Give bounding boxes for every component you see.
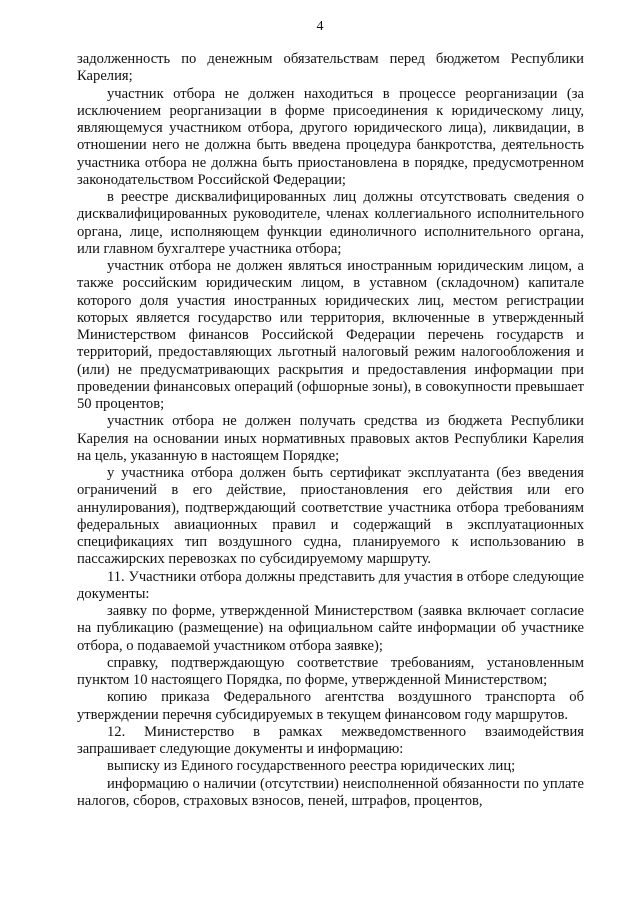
paragraph: задолженность по денежным обязательствам перед бюджетом Республики Карелия;	[77, 51, 584, 85]
paragraph: участник отбора не должен являться иностранным юридическим лицом, а также российским юридическим лицом, в уставном (складочном) капитале которого доля участия иностранных юридических лиц, местом регистрации которых является государство или территория, включенные в утвержденный Министерством финансов Российской Федерации перечень государств и территорий, предоставляющих льготный налоговый режим налогообложения и (или) не предусматривающих раскрытия и предоставления информации при проведении финансовых операций (офшорные зоны), в совокупности превышает 50 процентов;	[77, 258, 584, 412]
page-number: 4	[316, 19, 324, 34]
paragraph: 11. Участники отбора должны представить для участия в отборе следующие документы:	[77, 568, 584, 602]
paragraph: информацию о наличии (отсутствии) неисполненной обязанности по уплате налогов, сборов, страховых взносов, пеней, штрафов, процентов,	[77, 775, 584, 809]
paragraph: 12. Министерство в рамках межведомственного взаимодействия запрашивает следующие документы и информацию:	[77, 723, 584, 757]
paragraph: участник отбора не должен получать средства из бюджета Республики Карелия на основании иных нормативных правовых актов Республики Карелия на цель, указанную в настоящем Порядке;	[77, 413, 584, 464]
paragraph: участник отбора не должен находиться в процессе реорганизации (за исключением реорганизации в форме присоединения к юридическому лицу, являющемуся участником отбора, другого юридического лица), ликвидации, в отношении него не должна быть введена процедура банкротства, деятельность участника отбора не должна быть приостановлена в порядке, предусмотренном законодательством Российской Федерации;	[77, 85, 584, 188]
paragraph: копию приказа Федерального агентства воздушного транспорта об утверждении перечня субсидируемых в текущем финансовом году маршрутов.	[77, 689, 584, 723]
paragraph: заявку по форме, утвержденной Министерством (заявка включает согласие на публикацию (размещение) на официальном сайте информации об участнике отбора, о подаваемой участником отбора заявке);	[77, 603, 584, 654]
document-body	[77, 51, 584, 810]
paragraph: в реестре дисквалифицированных лиц должны отсутствовать сведения о дисквалифицированных руководителе, членах коллегиального исполнительного органа, лице, исполняющем функции единоличного исполнительного органа, или главном бухгалтере участника отбора;	[77, 189, 584, 257]
paragraph: у участника отбора должен быть сертификат эксплуатанта (без введения ограничений в его действие, приостановления его действия или его аннулирования), подтверждающий соответствие участника отбора требованиям федеральных авиационных правил и содержащий в эксплуатационных спецификациях тип воздушного судна, планируемого к использованию в пассажирских перевозках по субсидируемому маршруту.	[77, 465, 584, 568]
paragraph: справку, подтверждающую соответствие требованиям, установленным пунктом 10 настоящего Порядка, по форме, утвержденной Министерством;	[77, 654, 584, 688]
paragraph: выписку из Единого государственного реестра юридических лиц;	[107, 758, 516, 775]
